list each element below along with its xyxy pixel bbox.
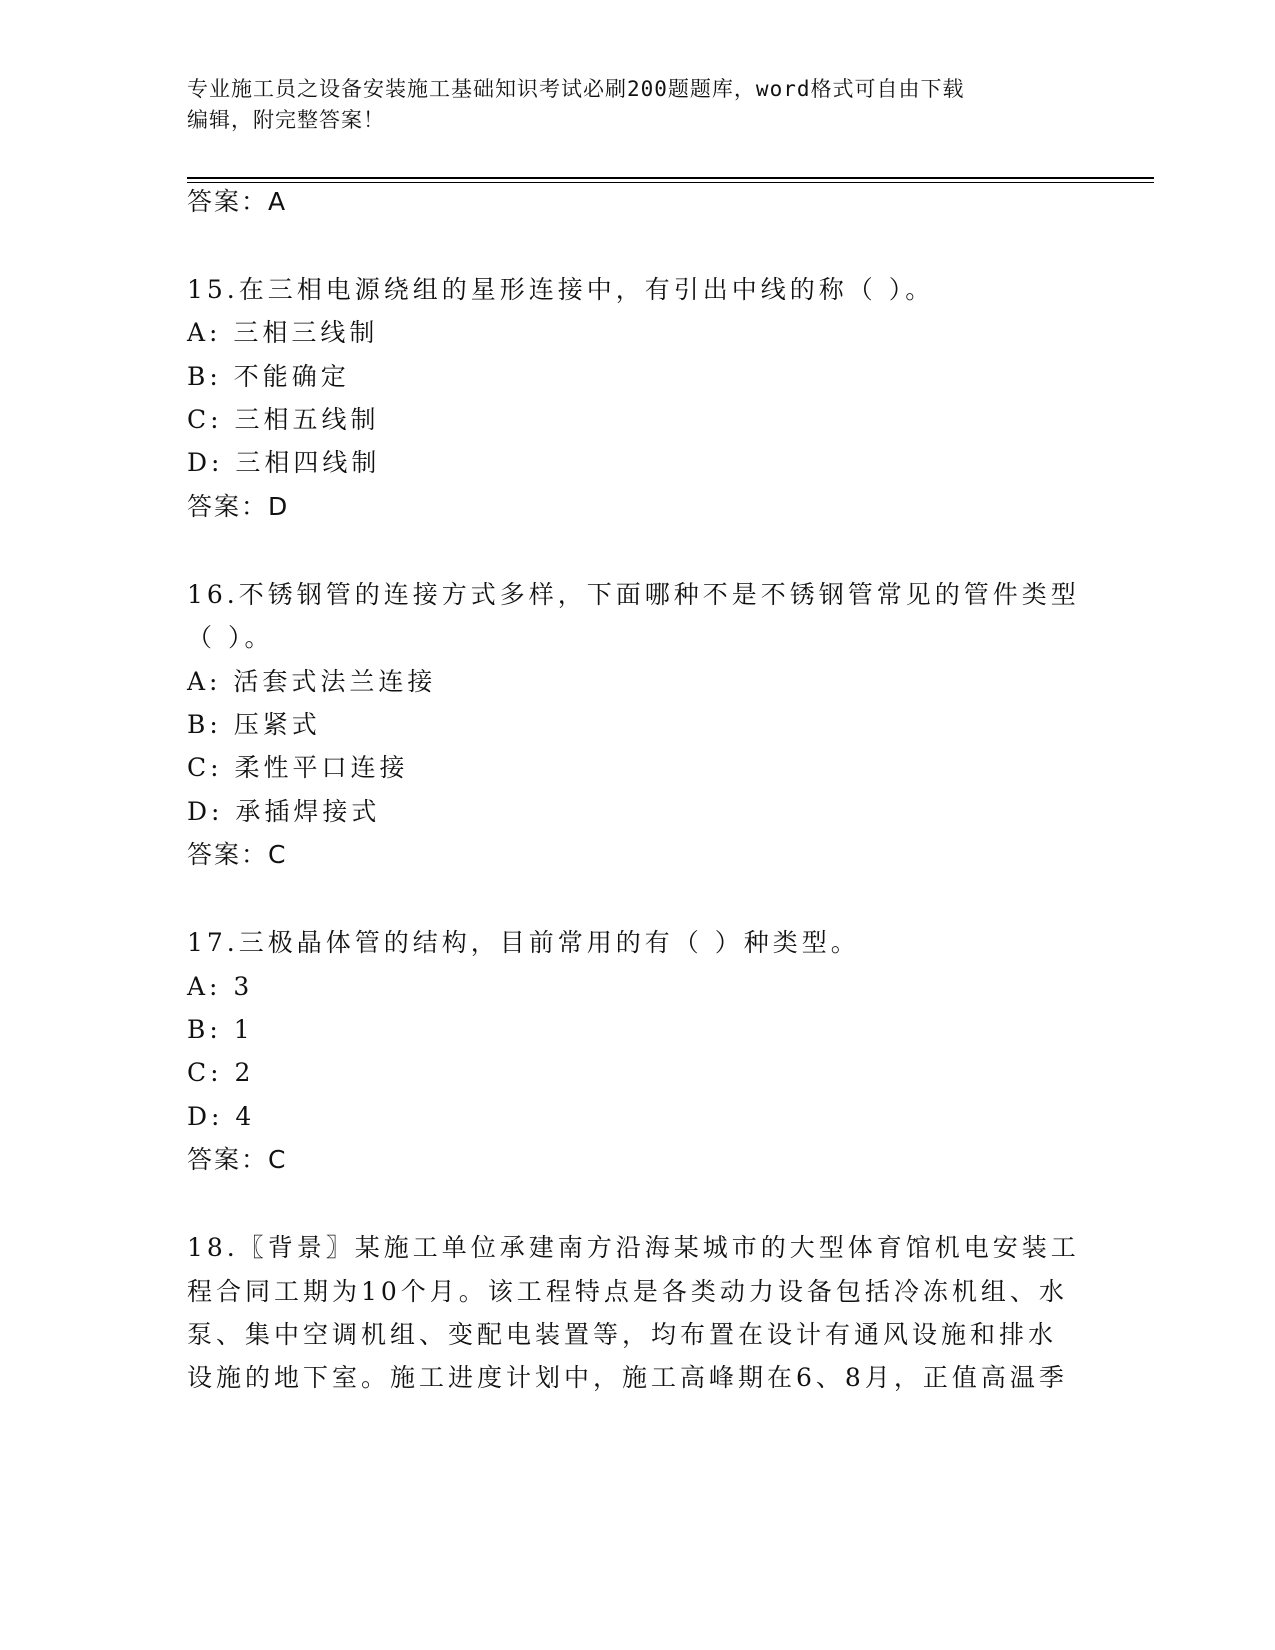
- question-15-stem: 15.在三相电源绕组的星形连接中，有引出中线的称（ ）。: [187, 275, 935, 304]
- header-divider-thin: [187, 182, 1154, 183]
- header-title-line2: 编辑，附完整答案！: [187, 108, 385, 132]
- question-17-option-a: A: 3: [187, 972, 254, 1001]
- question-15-option-b: B: 不能确定: [187, 362, 350, 391]
- question-17-option-d: D: 4: [187, 1102, 256, 1131]
- question-15-option-d: D: 三相四线制: [187, 448, 381, 477]
- question-16-option-a: A: 活套式法兰连接: [187, 667, 437, 696]
- question-17-option-b: B: 1: [187, 1015, 254, 1044]
- question-16-stem-line1: 16.不锈钢管的连接方式多样，下面哪种不是不锈钢管常见的管件类型: [187, 580, 1080, 609]
- question-16-stem-line2: （ ）。: [187, 623, 274, 652]
- question-18-stem-line3: 泵、集中空调机组、变配电装置等，均布置在设计有通风设施和排水: [187, 1320, 1058, 1349]
- page-header: [187, 74, 1087, 136]
- question-16-option-b: B: 压紧式: [187, 710, 321, 739]
- question-18-stem-line1: 18.〖背景〗某施工单位承建南方沿海某城市的大型体育馆机电安装工: [187, 1233, 1080, 1262]
- question-15-option-c: C: 三相五线制: [187, 405, 380, 434]
- header-divider: [187, 177, 1154, 179]
- question-15-answer: 答案：D: [187, 492, 290, 521]
- previous-answer: 答案：A: [187, 187, 288, 216]
- question-17-stem: 17.三极晶体管的结构，目前常用的有（ ）种类型。: [187, 928, 860, 957]
- question-16-answer: 答案：C: [187, 840, 288, 869]
- question-16-option-c: C: 柔性平口连接: [187, 753, 409, 782]
- question-18-stem-line2: 程合同工期为10个月。该工程特点是各类动力设备包括冷冻机组、水: [187, 1277, 1068, 1306]
- header-title-line1: 专业施工员之设备安装施工基础知识考试必刷200题题库，word格式可自由下载: [187, 77, 965, 101]
- question-15-option-a: A: 三相三线制: [187, 318, 379, 347]
- question-17-option-c: C: 2: [187, 1058, 255, 1087]
- question-17-answer: 答案：C: [187, 1145, 288, 1174]
- question-18-stem-line4: 设施的地下室。施工进度计划中，施工高峰期在6、8月，正值高温季: [187, 1363, 1068, 1392]
- question-16-option-d: D: 承插焊接式: [187, 797, 381, 826]
